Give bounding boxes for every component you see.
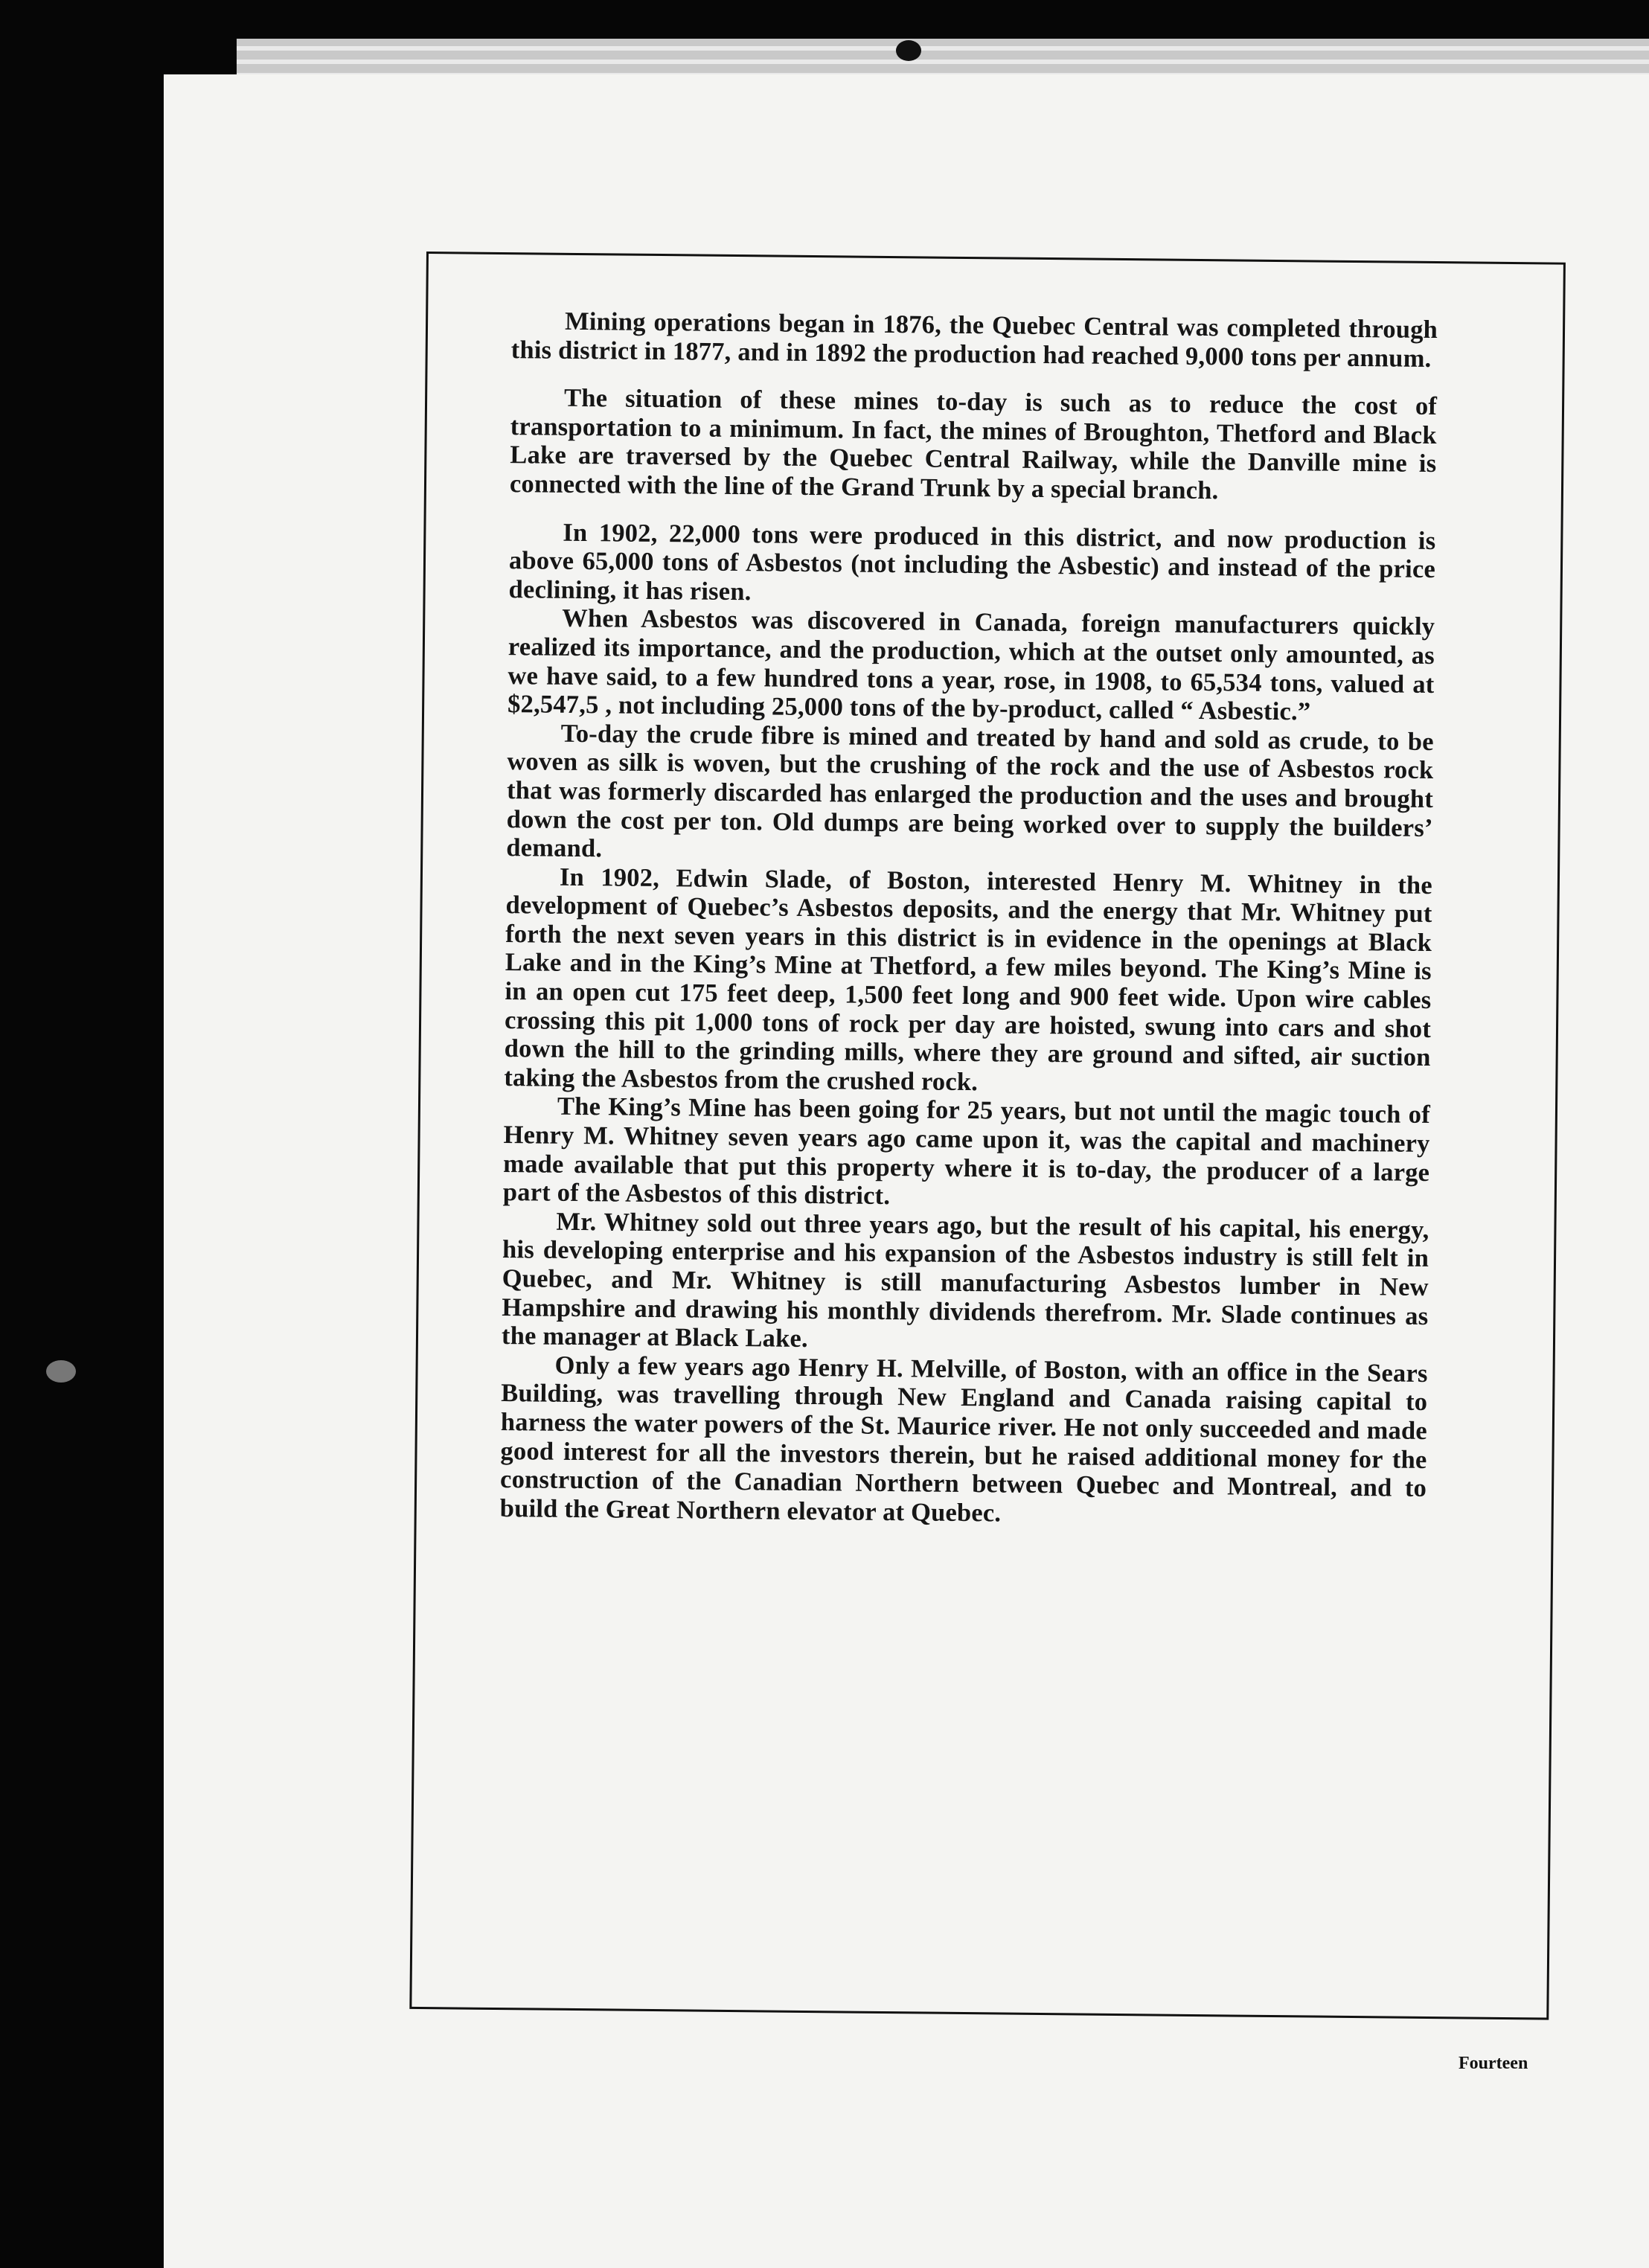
body-text bbox=[500, 307, 1438, 1531]
paragraph: When Asbestos was discovered in Canada, foreign manufacturers quickly realized its importance, and the production, which at the outset only amounted, as we have said, to a few hundred tons a year, rose, in 1908, to 65,534 tons, valued at $2,547,5 , not including 25,000 tons of the by-product, called “ Asbestic.” bbox=[507, 604, 1435, 726]
paragraph: The situation of these mines to-day is such as to reduce the cost of transportation to a minimum. In fact, the mines of Broughton, Thetford and Black Lake are traversed by the Quebec Central Railway, while the Danville mine is connected with the line of the Grand Trunk by a special branch. bbox=[509, 383, 1438, 505]
text-frame bbox=[409, 252, 1566, 2020]
paragraph: Mining operations began in 1876, the Quebec Central was completed through this district in 1877, and in 1892 the production had reached 9,000 tons per annum. bbox=[510, 307, 1438, 373]
document-page bbox=[164, 74, 1649, 2268]
paragraph: The King’s Mine has been going for 25 years, but not until the magic touch of Henry M. Whitney seven years ago came upon it, was the capital and machinery made available that put this property where it is to-day, the producer of a large part of the Asbestos of this district. bbox=[502, 1092, 1431, 1211]
page-edge bbox=[237, 46, 1649, 51]
page-edge bbox=[237, 60, 1649, 64]
paragraph: In 1902, Edwin Slade, of Boston, interested Henry M. Whitney in the development of Quebec’s Asbestos deposits, and the energy that Mr. Whitney put forth the next seven years in this district is in evidence in the openings at Black Lake and in the King’s Mine at Thetford, a few miles beyond. The King’s Mine is in an open cut 175 feet deep, 1,500 feet long and 900 feet wide. Upon wire cables crossing this pit 1,000 tons of rock per day are hoisted, swung into cars and shot down the hill to the grinding mills, where they are ground and sifted, air suction taking the Asbestos from the crushed rock. bbox=[504, 862, 1433, 1097]
scan-speck bbox=[896, 40, 921, 61]
page-number: Fourteen bbox=[1459, 2054, 1528, 2073]
paragraph: Only a few years ago Henry H. Melville, of Boston, with an office in the Sears Building, was travelling through New England and Canada raising capital to harness the water powers of the St. Maurice river. He not only succeeded and made good interest for all the investors therein, but he raised additional money for the construction of the Canadian Northern between Quebec and Montreal, and to build the Great Northern elevator at Quebec. bbox=[499, 1351, 1428, 1528]
scan-speck bbox=[46, 1360, 76, 1383]
paragraph: Mr. Whitney sold out three years ago, but the result of his capital, his energy, his developing enterprise and his expansion of the Asbestos industry is still felt in Quebec, and Mr. Whitney is still manufacturing Asbestos lumber in New Hampshire and drawing his monthly dividends therefrom. Mr. Slade continues as the manager at Black Lake. bbox=[501, 1207, 1429, 1354]
paragraph: In 1902, 22,000 tons were produced in this district, and now production is above 65,000 tons of Asbestos (not including the Asbestic) and instead of the price declining, it has risen. bbox=[508, 518, 1436, 606]
paragraph: To-day the crude fibre is mined and treated by hand and sold as crude, to be woven as silk is woven, but the crushing of the rock and the use of Asbestos rock that was formerly discarded has enlarged the production and the uses and brought down the cost per ton. Old dumps are being worked over to supply the builders’ demand. bbox=[506, 719, 1434, 863]
